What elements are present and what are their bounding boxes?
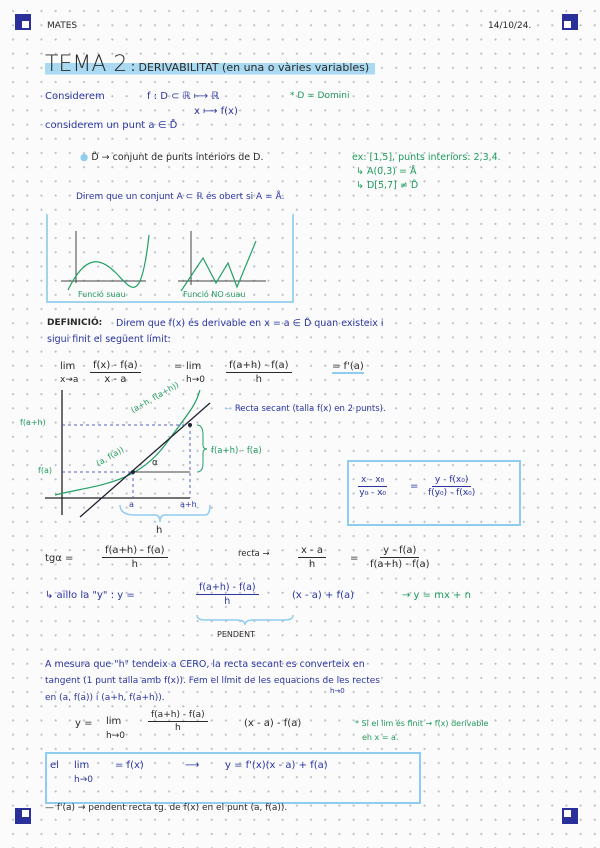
frac-num: x - x₀ <box>358 475 387 487</box>
frac-den: h <box>224 596 231 607</box>
frac-den: h <box>255 374 262 385</box>
frac-num: f(x) - f(a) <box>90 360 141 373</box>
title-topic: DERIVABILITAT (en una o vàries variables) <box>138 61 370 74</box>
frac-den: f(y₀) - f(x₀) <box>428 488 476 498</box>
final-note: — f'(a) → pendent recta tg. de f(x) en el punt (a, f(a)). <box>45 803 288 813</box>
lim-2: lim <box>186 361 202 372</box>
page-title <box>45 52 375 77</box>
corner-marker-icon <box>15 808 31 824</box>
a-axis-label: a <box>129 500 134 509</box>
domain-note: * D = Domini <box>290 91 350 101</box>
point-line: considerem un punt a ∈ D̊ <box>45 120 178 131</box>
ah-axis-label: a+h <box>180 500 197 509</box>
corner-marker-icon <box>562 14 578 30</box>
frac-den: h <box>174 723 181 733</box>
recta-eq: = <box>350 553 359 564</box>
paragraph-limit-sub: h→0 <box>330 687 345 695</box>
box-lim-sub: h→0 <box>74 775 93 785</box>
point-a-label: (a, f(a)) <box>94 445 126 468</box>
frac-den: h <box>131 559 138 570</box>
non-smooth-curve <box>181 241 256 291</box>
date: 14/10/24. <box>488 21 532 31</box>
function-def: f : D ⊂ ℝ ⟼ ℝ <box>147 91 220 102</box>
lim-eq-y: y = <box>75 718 93 729</box>
lim-eq-rest: (x - a) - f(a) <box>244 718 302 729</box>
lim-2-sub: h→0 <box>186 375 205 385</box>
tga-fraction <box>102 545 168 570</box>
frac-num: f(a+h) - f(a) <box>102 545 168 558</box>
frac-num: x - a <box>298 545 326 558</box>
paragraph-line-2: tangent (1 punt talla amb f(x)). Fem el límit de les equacions de les rectes <box>45 676 380 686</box>
not-smooth-label: Funció NO suau <box>183 290 246 299</box>
box-result: y = f'(x)(x - a) + f(a) <box>225 760 328 771</box>
fraction-1 <box>90 360 141 385</box>
frac-num: f(a+h) - f(a) <box>226 360 292 373</box>
lim-1: lim <box>60 361 76 372</box>
lim-eq-sub: h→0 <box>106 731 125 741</box>
tga-label: tgα = <box>45 553 74 564</box>
line-frac-1 <box>358 475 387 498</box>
open-set-def: Direm que un conjunt A ⊂ ℝ és obert si A = Å. <box>76 192 285 202</box>
recta-frac-2 <box>370 545 430 570</box>
finite-note-2: en x = a. <box>362 733 399 742</box>
corner-marker-icon <box>562 808 578 824</box>
fraction-2 <box>226 360 292 385</box>
definition-text-1: Direm que f(x) és derivable en x = a ∈ D̊ quan existeix i <box>116 318 384 329</box>
box-el: el <box>50 760 59 771</box>
interior-text: D̊ → conjunt de punts interiors de D. <box>91 152 264 163</box>
box-eq: = f(x) <box>115 760 144 771</box>
equals: = <box>174 361 183 372</box>
box-arrow: ⟶ <box>185 760 200 771</box>
pendent-label: PENDENT <box>217 630 255 639</box>
point-ah-label: (a+h, f(a+h)) <box>129 380 181 415</box>
lim-eq-fraction <box>148 710 208 733</box>
diff-label: f(a+h) - f(a) <box>211 446 262 456</box>
lim-1-sub: x→a <box>60 375 79 385</box>
frac-den: f(a+h) - f(a) <box>370 559 430 570</box>
fa-axis-label: f(a) <box>38 466 52 475</box>
function-map: x ⟼ f(x) <box>194 106 238 117</box>
derivative-result: = f'(a) <box>332 361 364 372</box>
h-label: h <box>156 525 163 536</box>
recta-frac-1 <box>298 545 326 570</box>
frac-den: x - a <box>104 374 127 385</box>
secant-note-text: Recta secant (talla f(x) en 2 punts). <box>234 404 386 414</box>
smooth-label: Funció suau <box>78 290 126 299</box>
frac-num: y - f(a) <box>380 545 419 558</box>
subject: MATES <box>47 21 78 31</box>
isolate-rest: (x - a) + f(a) <box>292 590 355 601</box>
title-tema: TEMA 2 <box>45 52 128 77</box>
title-colon: : <box>130 59 136 75</box>
line-eq-sign: = <box>410 481 419 492</box>
box-lim: lim <box>74 760 90 771</box>
fah-axis-label: f(a+h) <box>20 418 46 427</box>
line-frac-2 <box>428 475 475 498</box>
example-1: ex: [1,5], punts interiors: 2,3,4. <box>352 152 501 163</box>
secant-note: → Recta secant (talla f(x) en 2 punts). <box>225 404 386 414</box>
frac-num: f(a+h) - f(a) <box>148 710 208 722</box>
smooth-curve <box>68 235 149 290</box>
example-3: ↳ D[5,7] ≠ D̊ <box>356 180 419 191</box>
finite-note-1: * Si el lim és finit → f(x) derivable <box>355 719 489 728</box>
corner-marker-icon <box>15 14 31 30</box>
recta-label: recta → <box>238 549 270 559</box>
alpha-label: α <box>152 458 158 468</box>
pendent-brace <box>195 614 295 626</box>
paragraph-line-3: en (a, f(a)) i (a+h, f(a+h)). <box>45 693 165 703</box>
interior-bullet: ● D̊ → conjunt de punts interiors de D. <box>80 152 264 163</box>
frac-num: y - f(x₀) <box>432 475 471 487</box>
lim-eq-lim: lim <box>106 716 122 727</box>
frac-num: f(a+h) - f(a) <box>196 582 259 595</box>
line-form: → y = mx + n <box>402 590 471 601</box>
isolate-y: ↳ aïllo la "y" : y = <box>45 590 135 601</box>
intro-label: Considerem <box>45 91 105 102</box>
example-2: ↳ A(0,3) = Å <box>356 166 417 177</box>
slope-fraction <box>196 582 259 607</box>
frac-den: y₀ - x₀ <box>359 488 387 498</box>
frac-den: h <box>308 559 316 570</box>
definition-text-2: sigui finit el següent límit: <box>47 334 171 345</box>
paragraph-line-1: A mesura que "h" tendeix a CERO, la recta secant es converteix en <box>45 659 365 670</box>
definition-label: DEFINICIÓ: <box>47 318 103 328</box>
